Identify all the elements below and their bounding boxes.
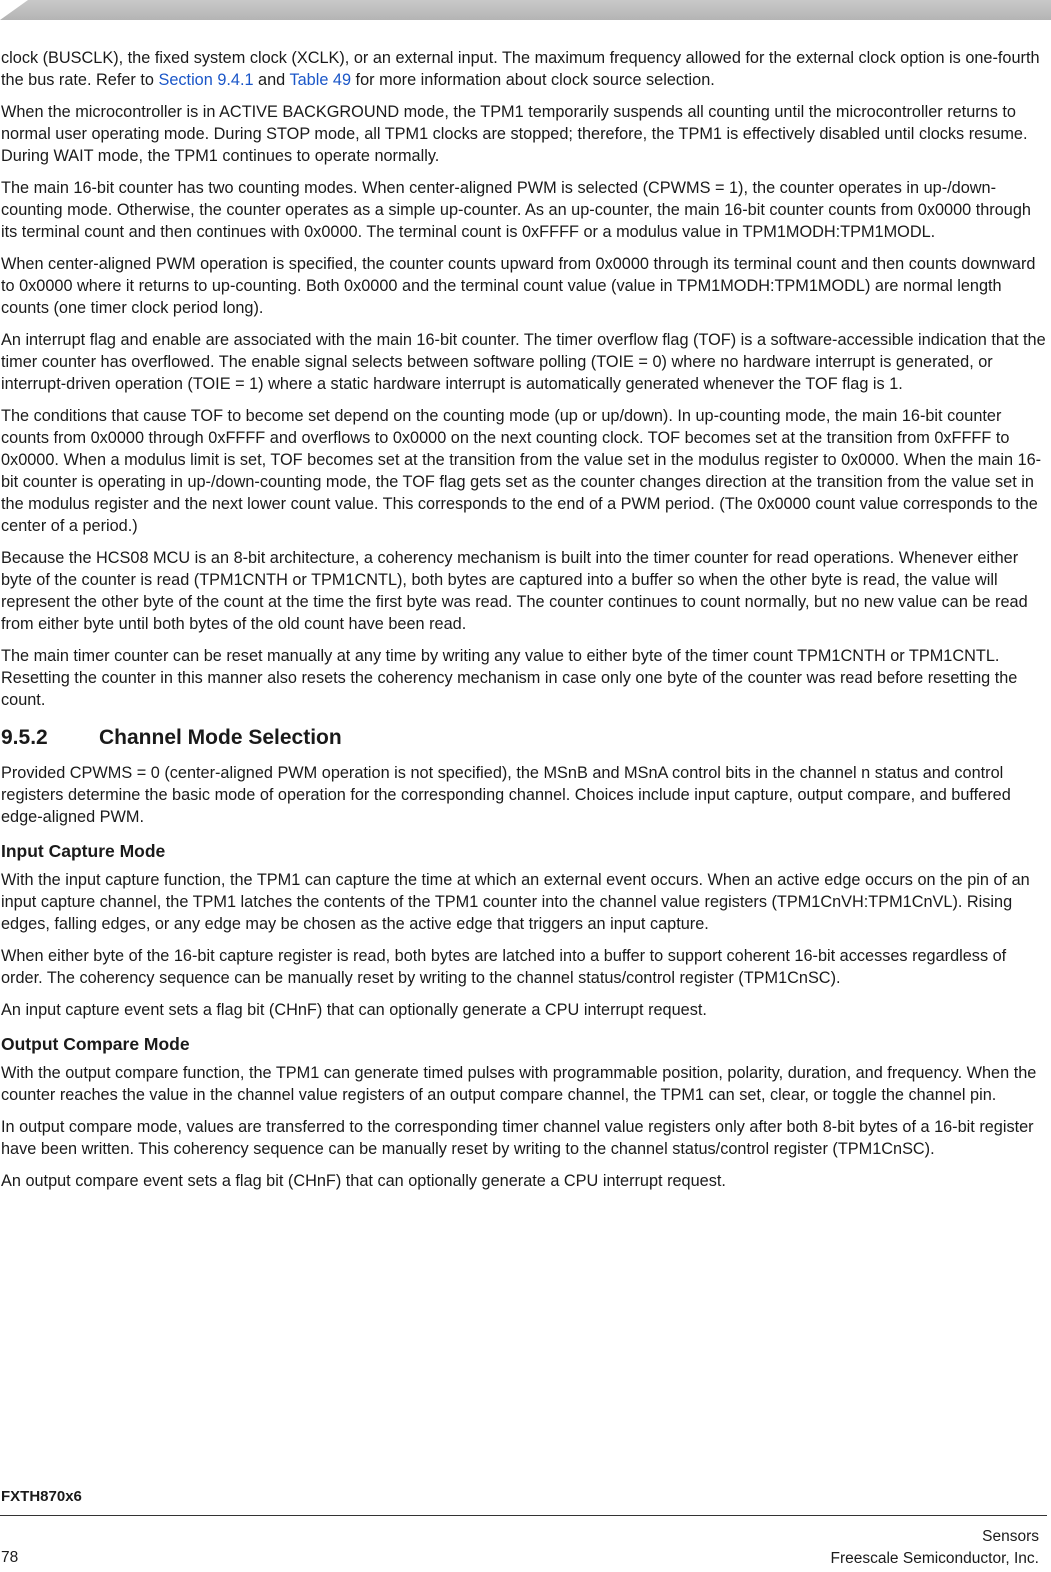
link-table-49[interactable]: Table 49 bbox=[289, 71, 352, 89]
paragraph-input-capture-2: When either byte of the 16-bit capture register is read, both bytes are latched into a buffer to support coherent 16-bit accesses regardless of order. The coherency sequence can be manually reset by writing to the channel status/control register (TPM1CnSC). bbox=[1, 947, 1007, 987]
page-body bbox=[1, 47, 1047, 1202]
section-heading bbox=[1, 725, 1047, 751]
paragraph-interrupt-flag: An interrupt flag and enable are associated with the main 16-bit counter. The timer overflow flag (TOF) is a software-accessible indication that the timer counter has overflowed. The enable signal selects between software polling (TOIE = 0) where no hardware interrupt is generated, or interrupt-driven operation (TOIE = 1) where a static hardware interrupt is automatically generated whenever the TOF flag is 1. bbox=[1, 331, 1046, 393]
paragraph-input-capture-1: With the input capture function, the TPM1 can capture the time at which an external event occurs. When an active edge occurs on the pin of an input capture channel, the TPM1 latches the contents of the TPM1 counter into the channel value registers (TPM1CnVH:TPM1CnVL). Rising edges, falling edges, or any edge may be chosen as the active edge that triggers an input capture. bbox=[1, 871, 1030, 933]
footer-category: Sensors bbox=[982, 1528, 1039, 1545]
paragraph-output-compare-2: In output compare mode, values are transferred to the corresponding timer channel value registers only after both 8-bit bytes of a 16-bit register have been written. This coherency sequence can be manually reset by writing to the channel status/control register (TPM1CnSC). bbox=[1, 1118, 1034, 1158]
header-band bbox=[0, 0, 1051, 20]
section-number: 9.5.2 bbox=[1, 726, 48, 749]
paragraph-channel-mode-intro: Provided CPWMS = 0 (center-aligned PWM operation is not specified), the MSnB and MSnA control bits in the channel n status and control registers determine the basic mode of operation for the corresponding channel. Choices include input capture, output compare, and buffered edge-aligned PWM. bbox=[1, 764, 1011, 826]
subheading-input-capture: Input Capture Mode bbox=[1, 841, 166, 861]
paragraph-counter-reset: The main timer counter can be reset manually at any time by writing any value to either byte of the timer count TPM1CNTH or TPM1CNTL. Resetting the counter in this manner also resets the coherency mechanism in case only one byte of the counter was read before resetting the count. bbox=[1, 647, 1018, 709]
paragraph-center-aligned: When center-aligned PWM operation is specified, the counter counts upward from 0x0000 through its terminal count and then counts downward to 0x0000 where it returns to up-counting. Both 0x0000 and the terminal count value (value in TPM1MODH:TPM1MODL) are normal length counts (one timer clock period long). bbox=[1, 255, 1036, 317]
footer-doc-title: FXTH870x6 bbox=[1, 1488, 82, 1505]
footer-publisher bbox=[831, 1526, 1040, 1570]
section-title: Channel Mode Selection bbox=[99, 726, 342, 749]
paragraph-output-compare-1: With the output compare function, the TPM1 can generate timed pulses with programmable position, polarity, duration, and frequency. When the counter reaches the value in the channel value registers of an output compare channel, the TPM1 can set, clear, or toggle the channel pin. bbox=[1, 1064, 1037, 1104]
link-section-9-4-1[interactable]: Section 9.4.1 bbox=[158, 71, 254, 89]
paragraph-clock-source: clock (BUSCLK), the fixed system clock (XCLK), or an external input. The maximum frequency allowed for the external clock option is one-fourth the bus rate. Refer to Section 9.4.1 and Table 49 for more information about clock source selection. bbox=[1, 49, 1040, 89]
paragraph-input-capture-3: An input capture event sets a flag bit (CHnF) that can optionally generate a CPU interrupt request. bbox=[1, 1001, 707, 1019]
footer-company: Freescale Semiconductor, Inc. bbox=[830, 1550, 1039, 1567]
paragraph-output-compare-3: An output compare event sets a flag bit (CHnF) that can optionally generate a CPU interrupt request. bbox=[1, 1172, 726, 1190]
subheading-output-compare: Output Compare Mode bbox=[1, 1034, 190, 1054]
footer-divider bbox=[0, 1515, 1047, 1516]
paragraph-background-mode: When the microcontroller is in ACTIVE BACKGROUND mode, the TPM1 temporarily suspends all counting until the microcontroller returns to normal user operating mode. During STOP mode, all TPM1 clocks are stopped; therefore, the TPM1 is effectively disabled until clocks resume. During WAIT mode, the TPM1 continues to operate normally. bbox=[1, 103, 1028, 165]
footer-page-number: 78 bbox=[1, 1549, 19, 1566]
paragraph-counting-modes: The main 16-bit counter has two counting modes. When center-aligned PWM is selected (CPWMS = 1), the counter operates in up-/down-counting mode. Otherwise, the counter operates as a simple up-counter. As an up-counter, the main 16-bit counter counts from 0x0000 through its terminal count and then continues with 0x0000. The terminal count is 0xFFFF or a modulus value in TPM1MODH:TPM1MODL. bbox=[1, 179, 1031, 241]
paragraph-tof-conditions: The conditions that cause TOF to become set depend on the counting mode (up or up/down). In up-counting mode, the main 16-bit counter counts from 0x0000 through 0xFFFF and overflows to 0x0000 on the next counting clock. TOF becomes set at the transition from 0xFFFF to 0x0000. When a modulus limit is set, TOF becomes set at the transition from the value set in the modulus register to 0x0000. When the main 16-bit counter is operating in up-/down-counting mode, the TOF flag gets set as the counter changes direction at the transition from the value set in the modulus register and the next lower count value. This corresponds to the end of a PWM period. (The 0x0000 count value corresponds to the center of a period.) bbox=[1, 407, 1042, 535]
paragraph-coherency: Because the HCS08 MCU is an 8-bit architecture, a coherency mechanism is built into the timer counter for read operations. Whenever either byte of the counter is read (TPM1CNTH or TPM1CNTL), both bytes are captured into a buffer so when the other byte is read, the value will represent the other byte of the count at the time the first byte was read. The counter continues to count normally, but no new value can be read from either byte until both bytes of the old count have been read. bbox=[1, 549, 1028, 633]
